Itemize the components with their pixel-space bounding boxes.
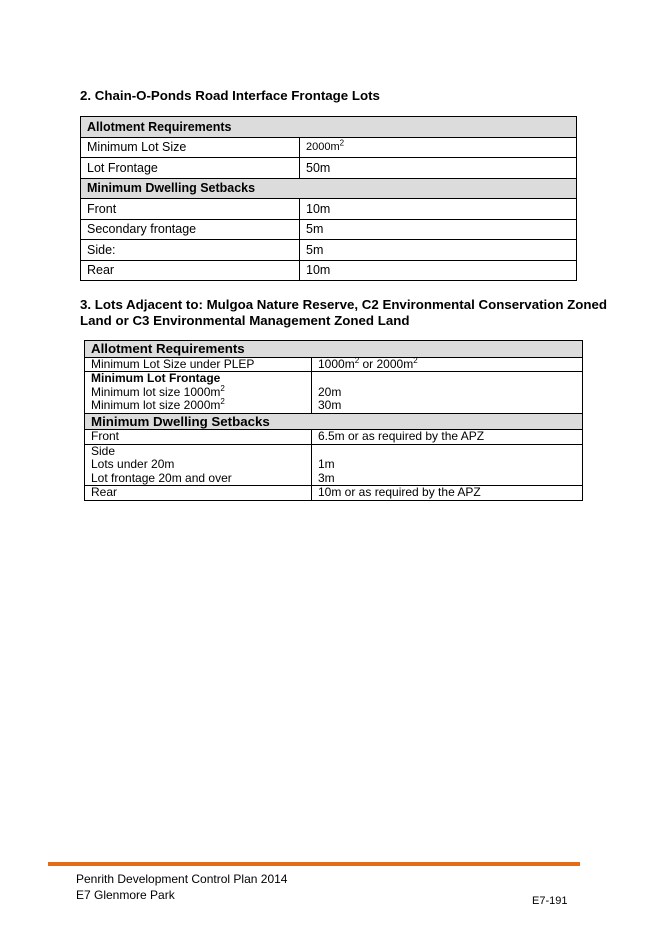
row-value: 50m [300,158,577,179]
row-value: $2000m^2$ [300,137,577,158]
adjacent-lots-requirements-table [84,340,583,501]
section-3-heading [80,297,607,329]
row-label: Lot Frontage [81,158,300,179]
table-section-header [81,117,577,138]
row-label: Side: [81,240,300,261]
table-section-header [81,178,577,199]
table-section-header [85,341,583,358]
row-value: 10m [300,260,577,281]
row-value: 6.5m or as required by the APZ [312,430,583,445]
page-number: E7-191 [532,895,568,907]
footer-document-title: Penrith Development Control Plan 2014 [76,872,288,886]
table-row [81,260,577,281]
row-label: Rear [81,260,300,281]
dwelling-setbacks-header: Minimum Dwelling Setbacks [85,413,583,430]
row-label: Side Lots under 20m Lot frontage 20m and over [85,444,312,486]
allotment-requirements-header: Allotment Requirements [81,117,577,138]
row-label: Front [85,430,312,445]
chain-o-ponds-requirements-table [80,116,577,281]
row-value: $1000m^2$ or $2000m^2$ [312,357,583,372]
row-value: 20m 30m [312,372,583,414]
row-label: Minimum Lot Frontage Minimum lot size $1000m^2$ Minimum lot size $2000m^2$ [85,372,312,414]
row-label: Rear [85,486,312,501]
section-2-heading: 2. Chain-O-Ponds Road Interface Frontage Lots [80,88,380,103]
row-label: Minimum Lot Size [81,137,300,158]
allotment-requirements-header: Allotment Requirements [85,341,583,358]
row-value: 10m [300,199,577,220]
row-value: 1m 3m [312,444,583,486]
dwelling-setbacks-header: Minimum Dwelling Setbacks [81,178,577,199]
row-label: Front [81,199,300,220]
row-label: Secondary frontage [81,219,300,240]
table-row [85,357,583,372]
table-row [81,199,577,220]
footer-divider [48,862,580,866]
table-section-header [85,413,583,430]
table-row [85,444,583,486]
section-3-heading-line-2: Land or C3 Environmental Management Zoned Land [80,313,410,328]
row-label: Minimum Lot Size under PLEP [85,357,312,372]
footer-section-title: E7 Glenmore Park [76,888,175,902]
table-row [85,486,583,501]
table-row [81,137,577,158]
table-row [85,430,583,445]
table-row [85,372,583,414]
table-row [81,158,577,179]
section-3-heading-line-1: 3. Lots Adjacent to: Mulgoa Nature Reserve, C2 Environmental Conservation Zoned [80,297,608,312]
table-row [81,240,577,261]
table-row [81,219,577,240]
row-value: 10m or as required by the APZ [312,486,583,501]
row-value: 5m [300,219,577,240]
row-value: 5m [300,240,577,261]
